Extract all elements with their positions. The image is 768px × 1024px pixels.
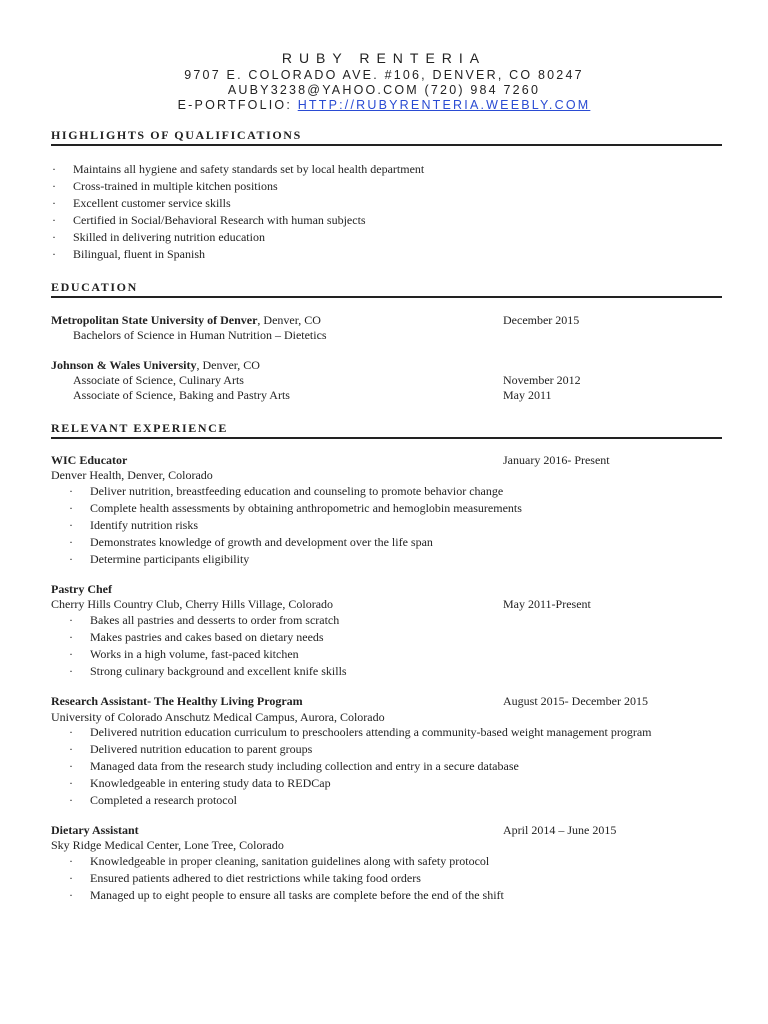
- bullet-icon: ·: [52, 196, 56, 210]
- job-duties-list: [69, 612, 347, 680]
- list-item: · Bakes all pastries and desserts to order from scratch: [69, 613, 340, 627]
- bullet-icon: ·: [69, 776, 73, 790]
- job-date: August 2015- December 2015: [503, 694, 648, 708]
- degree-date: May 2011: [503, 388, 552, 402]
- education-heading: EDUCATION: [51, 280, 138, 294]
- list-item: · Certified in Social/Behavioral Research with human subjects: [52, 213, 366, 227]
- job-employer: Cherry Hills Country Club, Cherry Hills Village, Colorado: [51, 597, 334, 611]
- list-item: · Bilingual, fluent in Spanish: [52, 247, 205, 261]
- section-divider: [51, 144, 722, 146]
- list-item: · Managed data from the research study including collection and entry in a secure database: [69, 759, 519, 773]
- degree-date: November 2012: [503, 373, 581, 387]
- bullet-icon: ·: [69, 742, 73, 756]
- bullet-icon: ·: [69, 484, 73, 498]
- job-employer: Sky Ridge Medical Center, Lone Tree, Colorado: [51, 838, 284, 852]
- bullet-icon: ·: [69, 552, 73, 566]
- section-divider: [51, 437, 722, 439]
- experience-heading: RELEVANT EXPERIENCE: [51, 421, 228, 435]
- list-item: · Identify nutrition risks: [69, 518, 198, 532]
- job-date: January 2016- Present: [503, 453, 610, 467]
- list-item: · Delivered nutrition education curriculum to preschoolers attending a community-based weight management program: [69, 725, 652, 739]
- list-item: · Delivered nutrition education to parent groups: [69, 742, 313, 756]
- portfolio-link[interactable]: HTTP://RUBYRENTERIA.WEEBLY.COM: [297, 98, 591, 112]
- job-date: May 2011-Present: [503, 597, 591, 611]
- list-item: · Determine participants eligibility: [69, 552, 250, 566]
- job-employer: Denver Health, Denver, Colorado: [51, 468, 213, 482]
- bullet-icon: ·: [69, 888, 73, 902]
- list-item: · Strong culinary background and excellent knife skills: [69, 664, 347, 678]
- list-item: · Maintains all hygiene and safety standards set by local health department: [52, 162, 425, 176]
- list-item: · Cross-trained in multiple kitchen positions: [52, 179, 278, 193]
- degree-name: Associate of Science, Baking and Pastry Arts: [73, 388, 290, 402]
- bullet-icon: ·: [69, 759, 73, 773]
- bullet-icon: ·: [69, 725, 73, 739]
- job-title: Dietary Assistant: [51, 823, 139, 837]
- school-name-line: Johnson & Wales University, Denver, CO: [51, 358, 260, 372]
- address-line: 9707 E. COLORADO AVE. #106, DENVER, CO 80247: [184, 68, 584, 82]
- bullet-icon: ·: [52, 179, 56, 193]
- bullet-icon: ·: [52, 162, 56, 176]
- school-name-line: Metropolitan State University of Denver, Denver, CO: [51, 313, 321, 327]
- list-item: · Knowledgeable in proper cleaning, sanitation guidelines along with safety protocol: [69, 854, 490, 868]
- portfolio-line: [0, 98, 768, 112]
- job-duties-list: [69, 853, 504, 904]
- portfolio-label: E-PORTFOLIO:: [177, 98, 298, 112]
- bullet-icon: ·: [52, 230, 56, 244]
- bullet-icon: ·: [69, 501, 73, 515]
- job-title: Pastry Chef: [51, 582, 112, 596]
- bullet-icon: ·: [52, 247, 56, 261]
- bullet-icon: ·: [69, 793, 73, 807]
- job-date: April 2014 – June 2015: [503, 823, 617, 837]
- job-duties-list: [69, 483, 522, 568]
- applicant-name: RUBY RENTERIA: [281, 50, 487, 66]
- bullet-icon: ·: [69, 871, 73, 885]
- list-item: · Completed a research protocol: [69, 793, 237, 807]
- bullet-icon: ·: [69, 518, 73, 532]
- list-item: · Demonstrates knowledge of growth and development over the life span: [69, 535, 433, 549]
- degree-name: Bachelors of Science in Human Nutrition – Dietetics: [73, 328, 327, 342]
- bullet-icon: ·: [69, 535, 73, 549]
- list-item: · Works in a high volume, fast-paced kitchen: [69, 647, 299, 661]
- section-divider: [51, 296, 722, 298]
- list-item: · Ensured patients adhered to diet restrictions while taking food orders: [69, 871, 421, 885]
- job-title: Research Assistant- The Healthy Living Program: [51, 694, 303, 708]
- list-item: · Complete health assessments by obtaining anthropometric and hemoglobin measurements: [69, 501, 522, 515]
- degree-name: Associate of Science, Culinary Arts: [73, 373, 244, 387]
- degree-date: December 2015: [503, 313, 580, 327]
- job-duties-list: [69, 724, 652, 809]
- list-item: · Skilled in delivering nutrition education: [52, 230, 265, 244]
- bullet-icon: ·: [69, 664, 73, 678]
- bullet-icon: ·: [69, 630, 73, 644]
- highlights-heading: HIGHLIGHTS OF QUALIFICATIONS: [51, 128, 302, 142]
- bullet-icon: ·: [69, 647, 73, 661]
- email-phone-line: AUBY3238@YAHOO.COM (720) 984 7260: [227, 83, 541, 97]
- job-employer: University of Colorado Anschutz Medical Campus, Aurora, Colorado: [51, 710, 385, 724]
- list-item: · Knowledgeable in entering study data to REDCap: [69, 776, 331, 790]
- list-item: · Makes pastries and cakes based on dietary needs: [69, 630, 324, 644]
- bullet-icon: ·: [69, 854, 73, 868]
- list-item: · Deliver nutrition, breastfeeding education and counseling to promote behavior change: [69, 484, 504, 498]
- bullet-icon: ·: [52, 213, 56, 227]
- bullet-icon: ·: [69, 613, 73, 627]
- highlights-list: [52, 161, 425, 263]
- list-item: · Excellent customer service skills: [52, 196, 231, 210]
- list-item: · Managed up to eight people to ensure all tasks are complete before the end of the shift: [69, 888, 504, 902]
- job-title: WIC Educator: [51, 453, 128, 467]
